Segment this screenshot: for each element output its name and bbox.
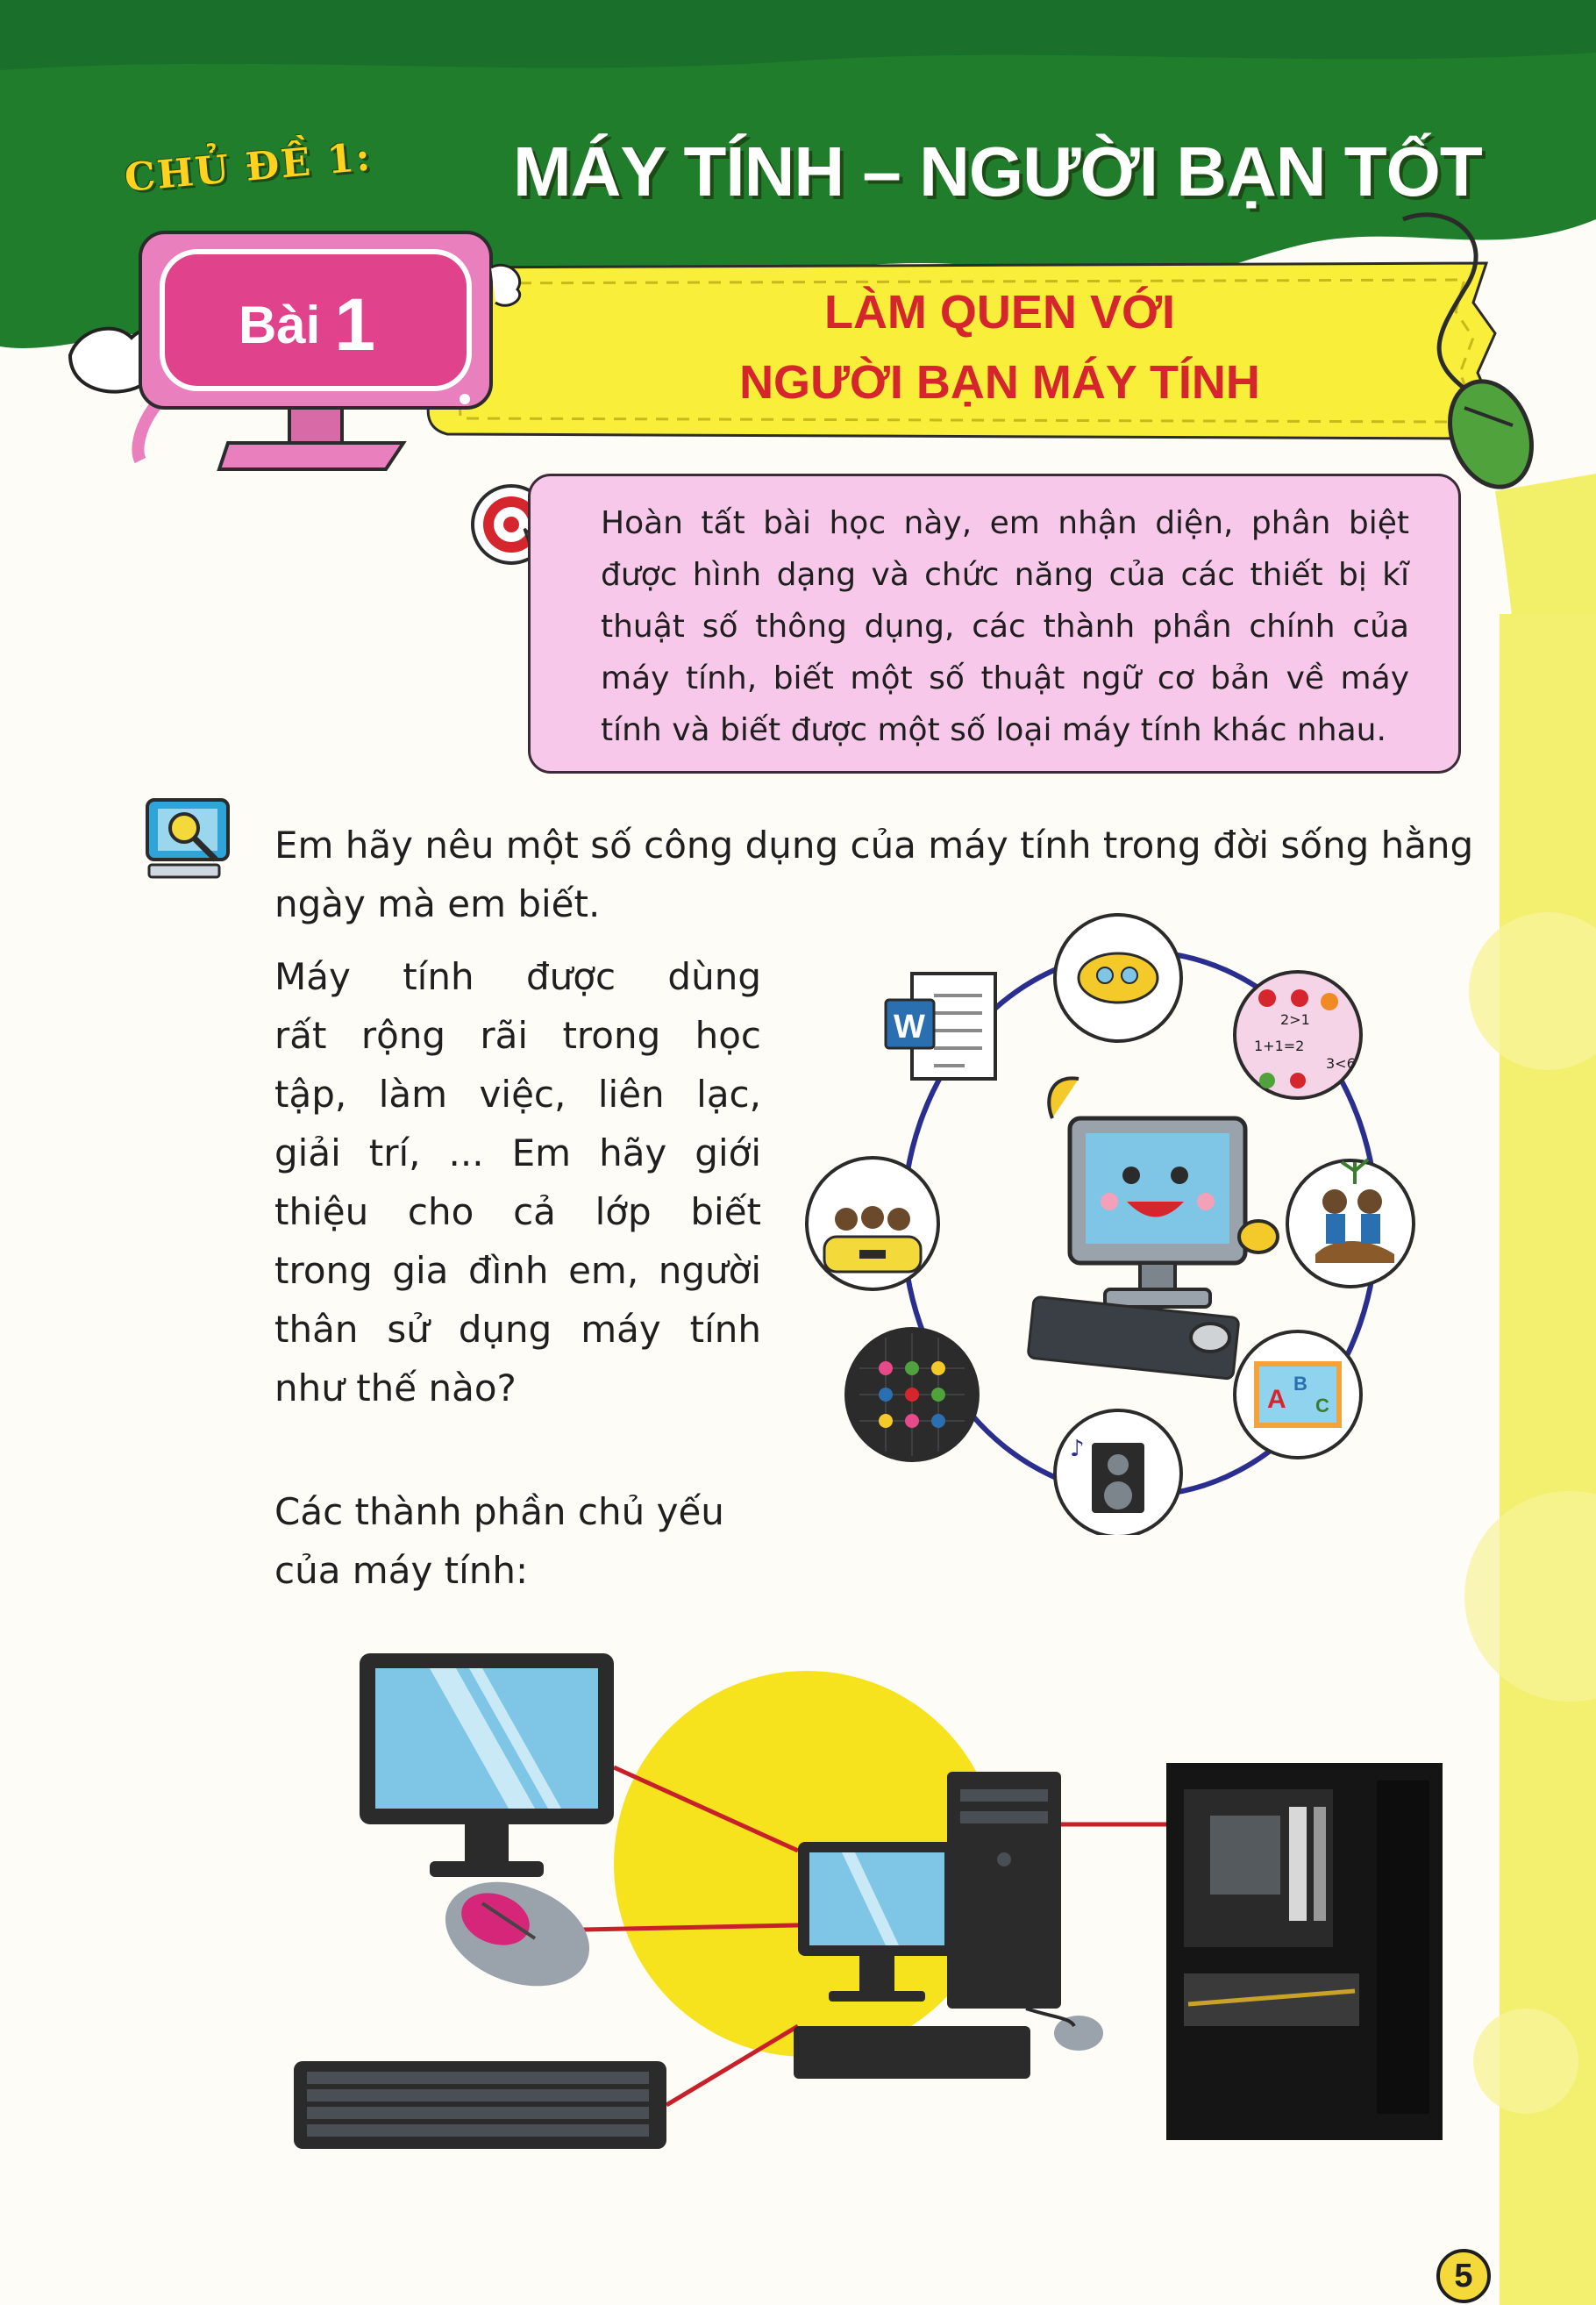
paragraph-line: rất rộng rãi trong học [274, 1014, 761, 1057]
mascot-hand-right [491, 265, 520, 305]
mouse-image [431, 1863, 603, 2005]
usage-circle-travel [1055, 915, 1181, 1041]
monitor-stand [219, 443, 403, 469]
activity-paragraph [274, 947, 761, 1417]
usage-circle-learning [1235, 1331, 1361, 1458]
usage-circle-document [886, 974, 995, 1079]
paragraph-line: trong gia đình em, người [274, 1249, 761, 1292]
paragraph-line: Máy tính được dùng [274, 955, 761, 998]
usage-circle-math [1235, 972, 1361, 1098]
math-label: 1+1=2 [1254, 1038, 1305, 1054]
activity-question: Em hãy nêu một số công dụng của máy tính trong đời sống hằng ngày mà em biết. [274, 824, 1474, 925]
green-mouse [1436, 370, 1543, 491]
paragraph-line: tập, làm việc, liên lạc, [274, 1073, 761, 1116]
lesson-title-line2: NGƯỜI BẠN MÁY TÍNH [739, 356, 1260, 409]
monitor-button [460, 394, 470, 404]
components-heading: Các thành phần chủ yếu của máy tính: [274, 1490, 724, 1592]
central-computer [1028, 1078, 1278, 1379]
alphabet-letter: A [1267, 1385, 1286, 1414]
monitor-neck [289, 408, 342, 443]
margin-bubble [1473, 2009, 1578, 2114]
objective-text: Hoàn tất bài học này, em nhận diện, phân biệt được hình dạng và chức năng của các thiết bị kĩ thuật số thông dụng, các thành phần chính của máy tính, biết một số thuật ngữ cơ bản về máy tính và biết được một số loại máy tính khác nhau. [601, 505, 1409, 748]
usage-circle-music [1055, 1410, 1181, 1535]
mouse-cable [1403, 215, 1476, 395]
usage-circle-gardening [1287, 1160, 1414, 1287]
margin-bubble [1469, 912, 1596, 1070]
computer-case-interior [1166, 1763, 1443, 2140]
computer-components-diagram [281, 1640, 1456, 2166]
magnifier-computer-icon [140, 789, 237, 886]
topic-title: MÁY TÍNH – NGƯỜI BẠN TỐT [513, 132, 1482, 211]
usage-circle-family-car [807, 1158, 938, 1289]
music-note-icon: ♪ [1070, 1436, 1085, 1462]
lesson-number-digit: 1 [334, 282, 376, 366]
paragraph-line: thiệu cho cả lớp biết [274, 1190, 761, 1233]
lesson-number [175, 281, 438, 368]
paragraph-line: thân sử dụng máy tính [274, 1308, 761, 1351]
margin-bubble [1464, 1491, 1596, 1702]
topic-label: CHỦ ĐỀ 1: [123, 134, 374, 201]
usage-circle-game [846, 1329, 978, 1460]
lesson-title-line1: LÀM QUEN VỚI [823, 286, 1176, 339]
lesson-banner [421, 250, 1508, 452]
math-label: 2>1 [1280, 1011, 1310, 1028]
keyboard-image [294, 2061, 666, 2149]
mouse-cable-decoration [1368, 202, 1543, 491]
alphabet-letter: C [1315, 1395, 1329, 1417]
alphabet-letter: B [1293, 1373, 1307, 1395]
paragraph-line: như thế nào? [274, 1367, 517, 1409]
math-label: 3<6 [1326, 1055, 1356, 1072]
objective-box [528, 474, 1461, 774]
word-doc-letter: W [894, 1009, 925, 1045]
lesson-number-word: Bài [238, 295, 321, 354]
monitor-image [360, 1653, 614, 1877]
computer-usage-diagram [789, 895, 1421, 1535]
page-number: 5 [1436, 2249, 1491, 2303]
paragraph-line: giải trí, ... Em hãy giới [274, 1131, 761, 1174]
